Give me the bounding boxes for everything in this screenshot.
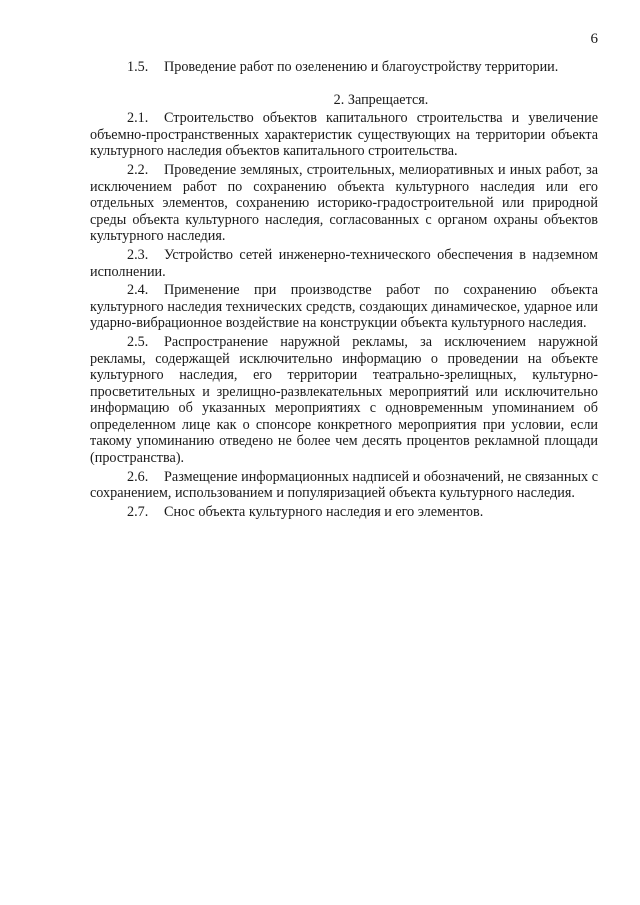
item-text: Распространение наружной рекламы, за исключением наружной рекламы, содержащей исключительно информацию о проведении на объекте культурного наследия, его территории театрально-зрелищных, культурно-просветительных и зрелищно-развлекательных мероприятий или исключительно информацию об указанных мероприятиях с одновременным упоминанием об определенном лице как о спонсоре конкретного мероприятия при условии, если такому упоминанию отведено не более чем десять процентов рекламной площади (пространства). (90, 333, 598, 467)
item-text: Проведение земляных, строительных, мелиоративных и иных работ, за исключением работ по сохранению объекта культурного наследия или его отдельных элементов, сохранению историко-градостроительной или природной среды объекта культурного наследия, согласованных с органом охраны объектов культурного наследия. (90, 161, 598, 245)
page-number: 6 (590, 31, 598, 47)
document-body (90, 59, 598, 520)
paragraph-2-7 (90, 504, 598, 521)
paragraph-2-6 (90, 469, 598, 502)
paragraph-2-5 (90, 334, 598, 467)
item-text: Устройство сетей инженерно-технического обеспечения в надземном исполнении. (90, 246, 598, 280)
paragraph-2-3 (90, 247, 598, 280)
item-text: Размещение информационных надписей и обозначений, не связанных с сохранением, использованием и популяризацией объекта культурного наследия. (90, 468, 598, 502)
paragraph-2-4 (90, 282, 598, 332)
item-number: 2.5. (127, 333, 149, 350)
paragraph-2-1 (90, 110, 598, 160)
item-number: 1.5. (127, 59, 149, 75)
item-number: 2.6. (127, 468, 149, 485)
paragraph-1-5 (90, 59, 598, 76)
item-number: 2.1. (127, 110, 149, 127)
item-text: Применение при производстве работ по сохранению объекта культурного наследия технических средств, создающих динамическое, ударное или ударно-вибрационное воздействие на конструкции объекта культурного наследия. (90, 282, 598, 332)
paragraph-2-2 (90, 162, 598, 245)
item-number: 2.3. (127, 246, 149, 263)
item-text: Проведение работ по озеленению и благоустройству территории. (164, 59, 559, 75)
item-text: Строительство объектов капитального строительства и увеличение объемно-пространственных характеристик существующих на территории объекта культурного наследия объектов капитального строительства. (90, 110, 598, 160)
item-text: Снос объекта культурного наследия и его элементов. (164, 503, 484, 520)
item-number: 2.7. (127, 503, 149, 520)
item-number: 2.2. (127, 161, 149, 178)
item-number: 2.4. (127, 282, 149, 299)
section-heading: 2. Запрещается. (333, 91, 429, 108)
